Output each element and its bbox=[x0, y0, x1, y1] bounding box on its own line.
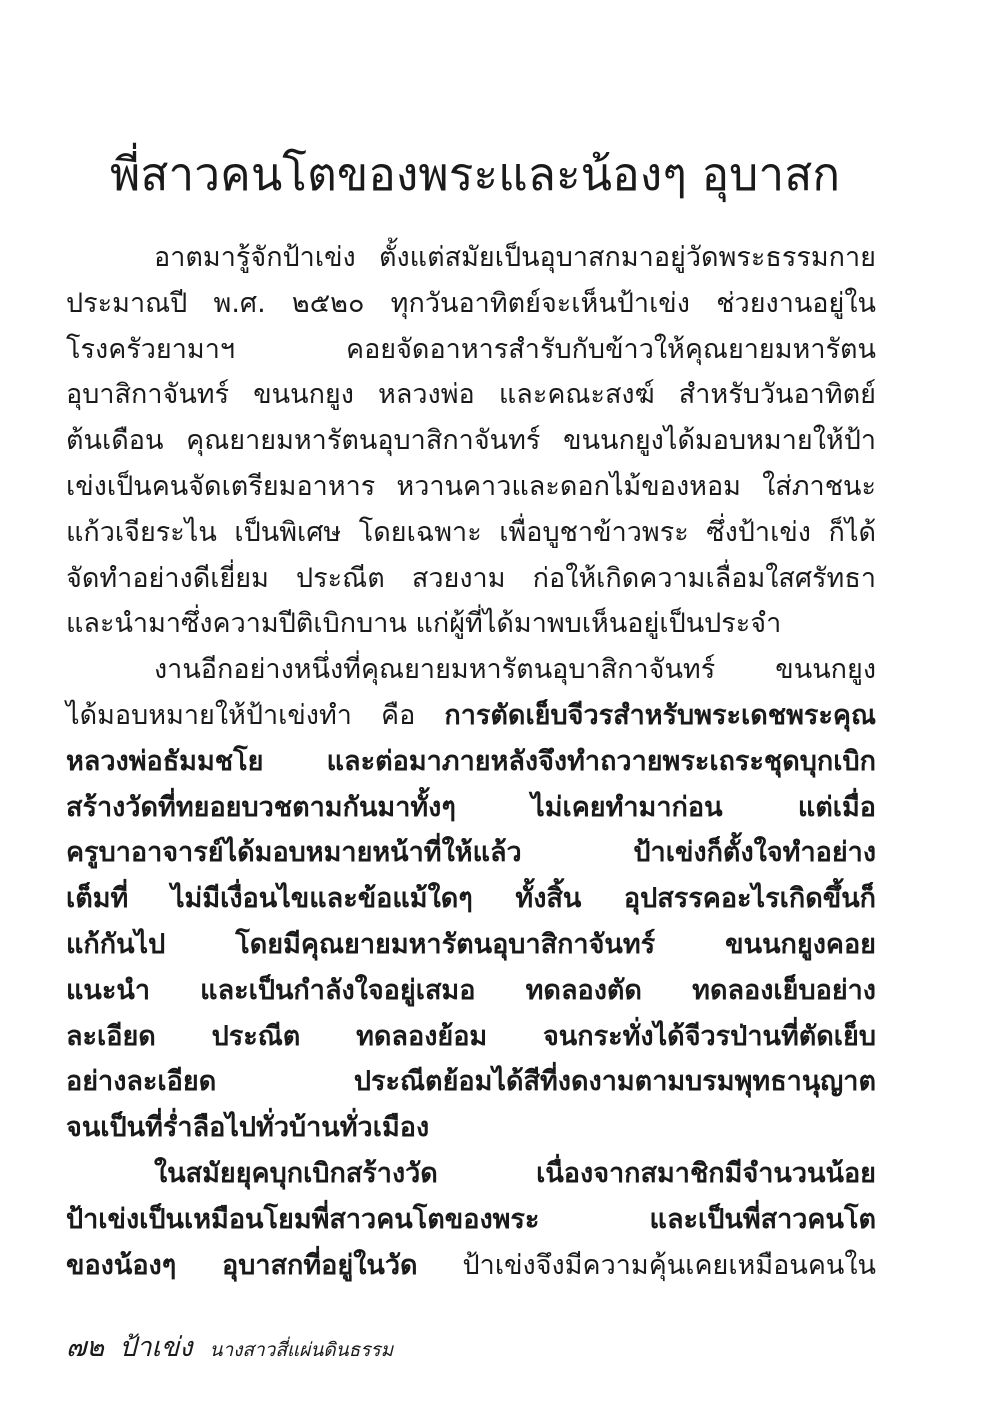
text-line: และนำมาซึ่งความปีติเบิกบาน แก่ผู้ที่ได้มาพบเห็นอยู่เป็นประจำ bbox=[66, 608, 782, 640]
page-footer bbox=[66, 1325, 393, 1368]
text-line: อาตมารู้จักป้าเข่ง ตั้งแต่สมัยเป็นอุบาสกมาอยู่วัดพระธรรมกาย bbox=[154, 242, 876, 273]
text-line: หลวงพ่อธัมมชโย และต่อมาภายหลังจึงทำถวายพระเถระชุดบุกเบิก bbox=[66, 745, 876, 777]
page-number: ๗๒ bbox=[66, 1332, 105, 1363]
body-text bbox=[66, 235, 876, 1288]
text-line: แก้กันไป โดยมีคุณยายมหารัตนอุบาสิกาจันทร์ ขนนกยูงคอย bbox=[66, 928, 876, 960]
text-line: ต้นเดือน คุณยายมหารัตนอุบาสิกาจันทร์ ขนนกยูงได้มอบหมายให้ป้า bbox=[66, 425, 876, 457]
text-line bbox=[66, 693, 876, 739]
text-line: เต็มที่ ไม่มีเงื่อนไขและข้อแม้ใดๆ ทั้งสิ้น อุปสรรคอะไรเกิดขึ้นก็ bbox=[66, 883, 876, 915]
text-line: โรงครัวยามาฯ คอยจัดอาหารสำรับกับข้าวให้คุณยายมหารัตน bbox=[66, 333, 876, 365]
footer-book-title: นางสาวสี่แผ่นดินธรรม bbox=[209, 1339, 394, 1361]
text-line: เข่งเป็นคนจัดเตรียมอาหาร หวานคาวและดอกไม้ของหอม ใส่ภาชนะ bbox=[66, 470, 876, 502]
text-line: อุบาสิกาจันทร์ ขนนกยูง หลวงพ่อ และคณะสงฆ์ สำหรับวันอาทิตย์ bbox=[66, 379, 876, 411]
text-line: งานอีกอย่างหนึ่งที่คุณยายมหารัตนอุบาสิกาจันทร์ ขนนกยูง bbox=[154, 654, 876, 686]
bold-text-run: การตัดเย็บจีวรสำหรับพระเดชพระคุณ bbox=[444, 699, 876, 731]
text-line: แนะนำ และเป็นกำลังใจอยู่เสมอ ทดลองตัด ทดลองเย็บอย่าง bbox=[66, 974, 876, 1006]
text-line bbox=[66, 1243, 876, 1289]
text-line: จัดทำอย่างดีเยี่ยม ประณีต สวยงาม ก่อให้เกิดความเลื่อมใสศรัทธา bbox=[66, 562, 876, 594]
text-line: ในสมัยยุคบุกเบิกสร้างวัด เนื่องจากสมาชิกมีจำนวนน้อย bbox=[154, 1157, 876, 1189]
footer-person-name: ป้าเข่ง bbox=[119, 1332, 193, 1363]
text-line: ประมาณปี พ.ศ. ๒๕๒๐ ทุกวันอาทิตย์จะเห็นป้าเข่ง ช่วยงานอยู่ใน bbox=[66, 287, 876, 319]
text-line: สร้างวัดที่ทยอยบวชตามกันมาทั้งๆ ไม่เคยทำมาก่อน แต่เมื่อ bbox=[66, 791, 876, 823]
text-line: ครูบาอาจารย์ได้มอบหมายหน้าที่ให้แล้ว ป้าเข่งก็ตั้งใจทำอย่าง bbox=[66, 837, 876, 869]
text-line: ป้าเข่งเป็นเหมือนโยมพี่สาวคนโตของพระ และเป็นพี่สาวคนโต bbox=[66, 1203, 876, 1235]
text-line: จนเป็นที่ร่ำลือไปทั่วบ้านทั่วเมือง bbox=[66, 1112, 430, 1144]
text-line: ละเอียด ประณีต ทดลองย้อม จนกระทั่งได้จีวรป่านที่ตัดเย็บ bbox=[66, 1020, 876, 1052]
text-run: ได้มอบหมายให้ป้าเข่งทำ คือ bbox=[66, 699, 445, 731]
bold-text-run: ของน้องๆ อุบาสกที่อยู่ในวัด bbox=[66, 1249, 418, 1281]
page-title: พี่สาวคนโตของพระและน้องๆ อุบาสก bbox=[110, 146, 841, 201]
text-run: ป้าเข่งจึงมีความคุ้นเคยเหมือนคนใน bbox=[417, 1249, 876, 1281]
text-line: อย่างละเอียด ประณีตย้อมได้สีที่งดงามตามบรมพุทธานุญาต bbox=[66, 1066, 876, 1098]
text-line: แก้วเจียระไน เป็นพิเศษ โดยเฉพาะ เพื่อบูชาข้าวพระ ซึ่งป้าเข่ง ก็ได้ bbox=[66, 516, 876, 548]
